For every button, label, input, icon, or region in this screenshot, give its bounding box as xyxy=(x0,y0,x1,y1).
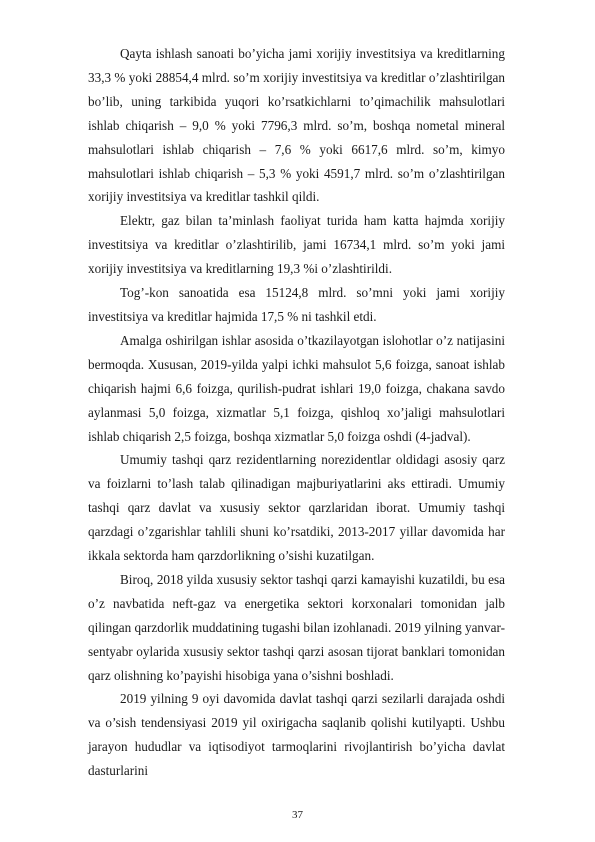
document-page xyxy=(88,42,505,783)
paragraph-external-debt: Umumiy tashqi qarz rezidentlarning norezidentlar oldidagi asosiy qarz va foizlarni to’lash talab qilinadigan majburiyatlarini aks ettiradi. Umumiy tashqi qarz davlat va xususiy sektor qarzlaridan iborat. Umumiy tashqi qarzdagi o’zgarishlar tahlili shuni ko’rsatdiki, 2013-2017 yillar davomida har ikkala sektorda ham qarzdorlikning o’sishi kuzatilgan. xyxy=(88,452,505,564)
page-number: 37 xyxy=(292,809,303,821)
paragraph-mining: Tog’-kon sanoatida esa 15124,8 mlrd. so’mni yoki jami xorijiy investitsiya va kreditlar hajmida 17,5 % ni tashkil etdi. xyxy=(88,285,505,324)
paragraph-state-debt: 2019 yilning 9 oyi davomida davlat tashqi qarzi sezilarli darajada oshdi va o’sish tendensiyasi 2019 yil oxirigacha saqlanib qolishi kutilyapti. Ushbu jarayon hududlar va iqtisodiyot tarmoqlarini rivojlantirish bo’yicha davlat dasturlarini xyxy=(88,691,505,779)
paragraph-reforms-growth: Amalga oshirilgan ishlar asosida o’tkazilayotgan islohotlar o’z natijasini bermoqda. Xususan, 2019-yilda yalpi ichki mahsulot 5,6 foizga, sanoat ishlab chiqarish hajmi 6,6 foizga, qurilish-pudrat ishlari 19,0 foizga, chakana savdo aylanmasi 5,0 foizga, xizmatlar 5,1 foizga, qishloq xo’jaligi mahsulotlari ishlab chiqarish 2,5 foizga, boshqa xizmatlar 5,0 foizga oshdi (4-jadval). xyxy=(88,332,505,444)
paragraph-private-sector-debt: Biroq, 2018 yilda xususiy sektor tashqi qarzi kamayishi kuzatildi, bu esa o’z navbatida neft-gaz va energetika sektori korxonalari tomonidan jalb qilingan qarzdorlik muddatining tugashi bilan izohlanadi. 2019 yilning yanvar-sentyabr oylarida xususiy sektor tashqi qarzi asosan tijorat banklari tomonidan qarz olishning ko’payishi hisobiga yana o’sishni boshladi. xyxy=(88,571,505,683)
paragraph-processing-industry: Qayta ishlash sanoati bo’yicha jami xorijiy investitsiya va kreditlarning 33,3 % yoki 28854,4 mlrd. so’m xorijiy investitsiya va kreditlar o’zlashtirilgan bo’lib, uning tarkibida yuqori ko’rsatkichlarni to’qimachilik mahsulotlari ishlab chiqarish – 9,0 % yoki 7796,3 mlrd. so’m, boshqa nometal mineral mahsulotlari ishlab chiqarish – 7,6 % yoki 6617,6 mlrd. so’m, kimyo mahsulotlari ishlab chiqarish – 5,3 % yoki 4591,7 mlrd. so’m o’zlashtirilgan xorijiy investitsiya va kreditlar tashkil qildi. xyxy=(88,46,505,205)
paragraph-electricity-gas: Elektr, gaz bilan ta’minlash faoliyat turida ham katta hajmda xorijiy investitsiya va kreditlar o’zlashtirilib, jami 16734,1 mlrd. so’m yoki jami xorijiy investitsiya va kreditlarning 19,3 %i o’zlashtirildi. xyxy=(88,213,505,277)
